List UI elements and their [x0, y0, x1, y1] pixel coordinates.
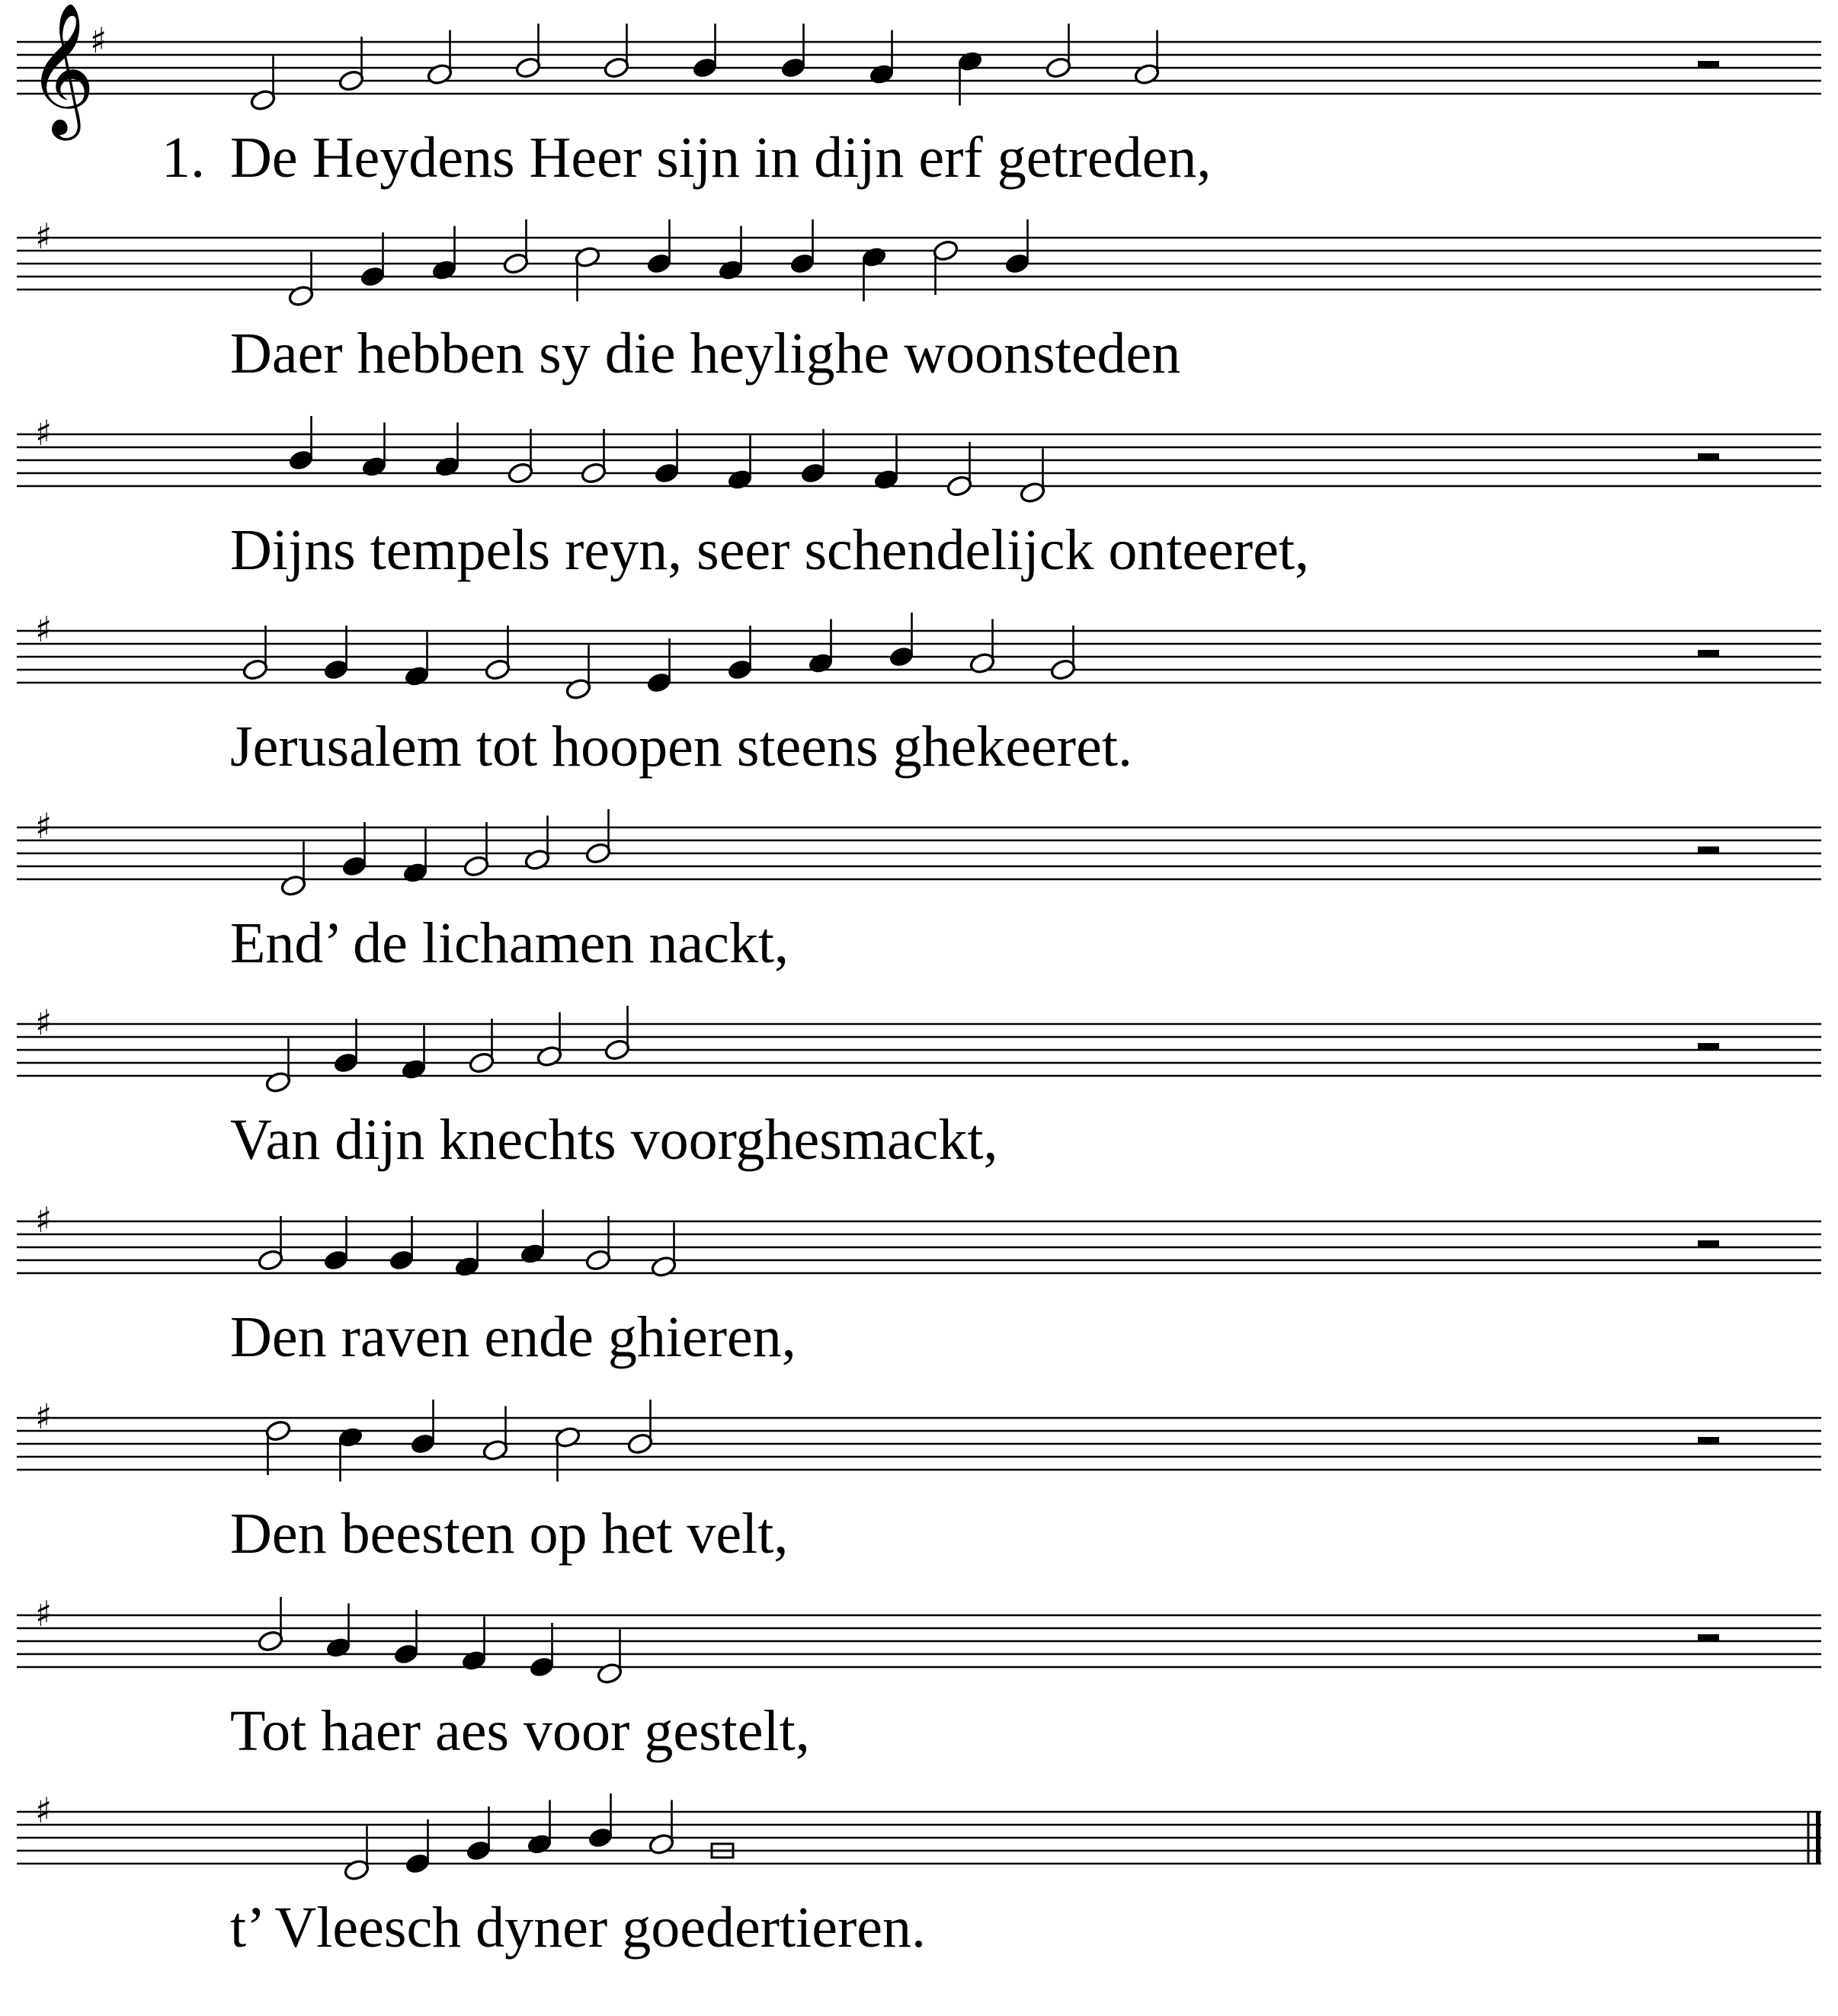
note: [359, 232, 386, 288]
half-rest: [1698, 453, 1719, 460]
lyric-text: Jerusalem tot hoopen steens ghekeeret.: [230, 715, 1132, 779]
note: [691, 24, 719, 79]
note: [603, 24, 630, 79]
note: [409, 1400, 437, 1455]
note: [249, 56, 277, 112]
note: [726, 626, 754, 681]
note: [969, 619, 996, 675]
note: [341, 822, 368, 878]
half-rest: [1698, 1437, 1719, 1444]
sharp-icon: ♯: [35, 216, 53, 257]
staff-system: [17, 1002, 1821, 1094]
lyric-text: Daer hebben sy die heylighe woonsteden: [230, 322, 1181, 386]
note: [332, 1019, 360, 1074]
note: [322, 1216, 350, 1272]
half-rest: [1698, 650, 1719, 657]
sharp-icon: ♯: [35, 805, 53, 846]
lyric-text: De Heydens Heer sijn in dijn erf getreden,: [230, 126, 1212, 190]
note: [287, 252, 315, 308]
lyric-line: [0, 126, 1838, 220]
note: [645, 219, 673, 275]
lyric-text: t’ Vleesch dyner goedertieren.: [230, 1896, 927, 1960]
treble-clef-icon: 𝄞: [27, 2, 95, 135]
note: [932, 239, 959, 295]
staff-system: [17, 1396, 1821, 1482]
note: [463, 822, 490, 878]
note: [604, 1006, 631, 1061]
half-rest: [1698, 1043, 1719, 1050]
note: [580, 429, 607, 485]
note: [645, 638, 673, 694]
note: [404, 1819, 431, 1875]
staff-system: [17, 1593, 1821, 1685]
note: [388, 1216, 415, 1272]
note: [1004, 219, 1031, 275]
note: [726, 436, 754, 491]
note: [1133, 30, 1161, 86]
note: [596, 1630, 623, 1685]
note: [956, 50, 984, 105]
note: [868, 30, 895, 86]
note: [507, 429, 534, 485]
half-rest: [1698, 846, 1719, 853]
sharp-icon: ♯: [90, 20, 107, 61]
sharp-icon: ♯: [35, 1396, 53, 1437]
lyric-text: Dijns tempels reyn, seer schendelijck onteeret,: [230, 518, 1310, 582]
lyric-text: Den raven ende ghieren,: [230, 1305, 796, 1369]
note: [780, 24, 807, 79]
note: [322, 626, 350, 681]
note: [536, 1013, 563, 1068]
note: [465, 1806, 492, 1862]
note: [1019, 449, 1046, 504]
staff-system: [17, 216, 1821, 308]
note: [392, 1610, 420, 1666]
note: [434, 423, 461, 478]
note: [482, 1406, 509, 1462]
note: [712, 1844, 733, 1858]
lyric-line: [0, 1108, 1838, 1202]
staff-system: [17, 2, 1821, 141]
note: [526, 1800, 553, 1856]
lyric-line: [0, 518, 1838, 613]
note: [264, 1419, 292, 1475]
note: [524, 816, 551, 872]
half-rest: [1698, 61, 1719, 68]
note: [403, 632, 431, 688]
note: [337, 1426, 364, 1481]
lyric-line: [0, 1305, 1838, 1400]
note: [242, 626, 269, 681]
lyric-line: [0, 322, 1838, 416]
lyric-text: End’ de lichamen nackt,: [230, 911, 789, 975]
note: [584, 1216, 612, 1272]
note: [280, 842, 307, 898]
lyric-line: [0, 911, 1838, 1006]
note: [717, 226, 744, 282]
note: [325, 1604, 352, 1659]
staff-system: [17, 1199, 1821, 1278]
note: [574, 245, 601, 301]
note: [431, 226, 458, 282]
lyric-line: [0, 1699, 1838, 1794]
sharp-icon: ♯: [35, 1199, 53, 1240]
note: [426, 30, 453, 86]
lyric-text: Van dijn knechts voorghesmackt,: [230, 1108, 998, 1172]
note: [650, 1223, 677, 1278]
note: [460, 1617, 488, 1672]
sharp-icon: ♯: [35, 412, 53, 453]
note: [468, 1019, 495, 1074]
staff-system: [17, 805, 1821, 898]
note: [400, 1026, 427, 1081]
lyric-text: Den beesten op het velt,: [230, 1502, 789, 1566]
note: [799, 429, 827, 485]
note: [514, 24, 542, 79]
note: [873, 436, 900, 491]
note: [287, 416, 315, 472]
sharp-icon: ♯: [35, 1593, 53, 1634]
note: [338, 37, 365, 92]
lyric-text: Tot haer aes voor gestelt,: [230, 1699, 810, 1763]
note: [453, 1223, 481, 1278]
note: [1045, 24, 1072, 79]
note: [502, 219, 530, 275]
note: [402, 829, 429, 885]
note: [360, 423, 388, 478]
note: [888, 613, 915, 668]
note: [860, 245, 888, 301]
note: [584, 809, 612, 865]
note: [626, 1400, 654, 1455]
verse-number: 1.: [162, 126, 205, 190]
note: [648, 1800, 675, 1856]
staff-system: [17, 1790, 1821, 1882]
half-rest: [1698, 1634, 1719, 1641]
staff-system: [17, 412, 1821, 504]
note: [807, 619, 834, 675]
note: [528, 1623, 556, 1678]
note: [946, 442, 973, 498]
half-rest: [1698, 1240, 1719, 1247]
note: [519, 1210, 546, 1266]
sharp-icon: ♯: [35, 1790, 53, 1831]
note: [484, 626, 511, 681]
sharp-icon: ♯: [35, 1002, 53, 1043]
staff-system: [17, 609, 1821, 701]
note: [554, 1426, 581, 1481]
note: [257, 1597, 284, 1653]
note: [653, 429, 680, 485]
lyric-line: [0, 715, 1838, 809]
note: [264, 1038, 292, 1094]
note: [343, 1826, 370, 1882]
lyric-line: [0, 1502, 1838, 1596]
note: [587, 1794, 614, 1849]
sharp-icon: ♯: [35, 609, 53, 650]
note: [257, 1216, 284, 1272]
lyric-line: [0, 1896, 1838, 1990]
note: [789, 219, 816, 275]
note: [565, 645, 592, 701]
note: [1049, 626, 1077, 681]
